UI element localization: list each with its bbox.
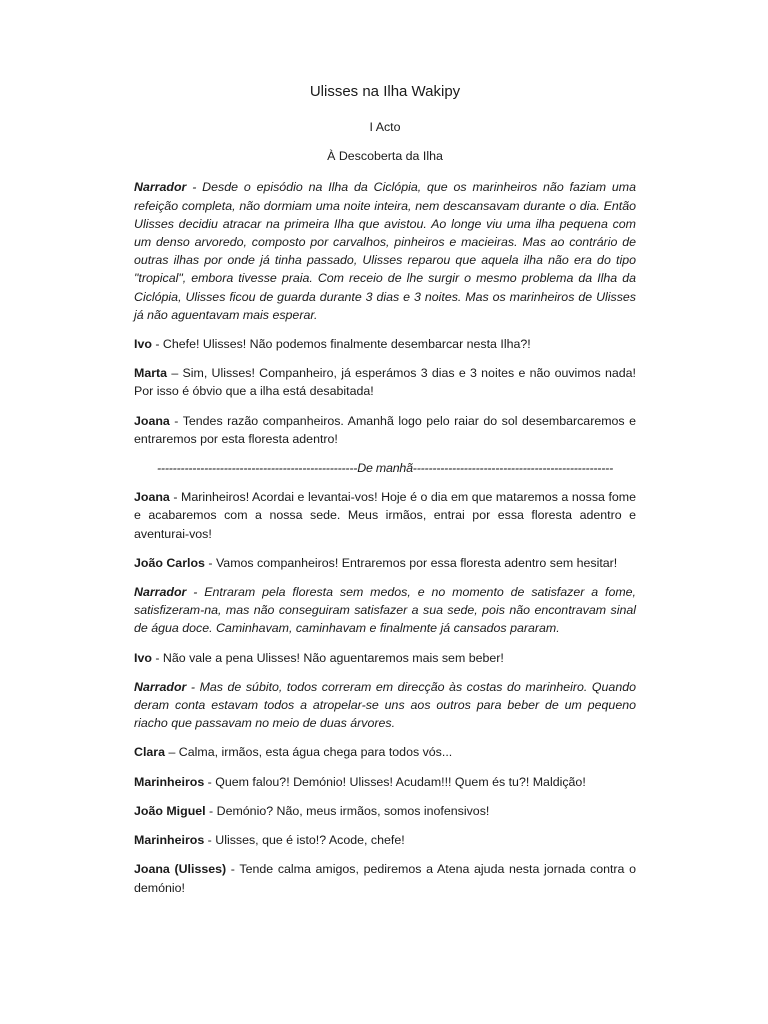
dialogue-text: Não vale a pena Ulisses! Não aguentaremos mais sem beber! — [162, 650, 504, 665]
speaker-name: João Miguel — [134, 803, 206, 818]
document-page — [134, 82, 636, 908]
dialogue-text: Chefe! Ulisses! Não podemos finalmente desembarcar nesta Ilha?! — [162, 337, 531, 352]
dialogue-text: Demónio? Não, meus irmãos, somos inofensivos! — [216, 803, 490, 818]
dialogue-text: Ulisses, que é isto!? Acode, chefe! — [215, 833, 405, 848]
speaker-separator: – — [165, 745, 179, 760]
dialogue-text: Quem falou?! Demónio! Ulisses! Acudam!!! Quem és tu?! Maldição! — [215, 774, 586, 789]
speaker-separator: - — [204, 774, 216, 789]
dialogue-line — [134, 488, 636, 543]
dialogue-line — [134, 802, 636, 820]
dialogue-line — [134, 773, 636, 791]
dialogue-line — [134, 860, 636, 896]
scene-heading: À Descoberta da Ilha — [327, 149, 443, 164]
speaker-separator: - — [186, 679, 200, 694]
speaker-name: Narrador — [134, 679, 187, 694]
dialogue-line — [134, 678, 636, 733]
speaker-name: João Carlos — [134, 555, 205, 570]
speaker-name: Ivo — [134, 337, 152, 352]
time-separator — [134, 459, 636, 477]
speaker-separator: - — [169, 413, 183, 428]
dialogue-text: Sim, Ulisses! Companheiro, já esperámos 3 dias e 3 noites e não ouvimos nada! Por isso é óbvio que a ilha está desabitada! — [134, 366, 636, 399]
dialogue-line — [134, 743, 636, 761]
speaker-name: Marta — [134, 366, 168, 381]
speaker-separator: - — [186, 585, 205, 600]
speaker-name: Ivo — [134, 650, 152, 665]
speaker-separator: – — [167, 366, 183, 381]
act-heading: I Acto — [369, 120, 401, 134]
speaker-name: Marinheiros — [134, 774, 205, 789]
dialogue-line — [134, 412, 636, 448]
speaker-separator: - — [204, 555, 216, 570]
dialogue-line — [134, 364, 636, 400]
dialogue-text: Calma, irmãos, esta água chega para todos vós... — [178, 745, 453, 760]
dialogue-line — [134, 554, 636, 572]
separator-text: ---------------------------------------------------De manhã--------------------------------------------------- — [156, 461, 614, 476]
speaker-separator: - — [169, 490, 181, 505]
speaker-name: Joana (Ulisses) — [134, 862, 227, 877]
dialogue-line — [134, 335, 636, 353]
document-title: Ulisses na Ilha Wakipy — [309, 83, 461, 100]
dialogue-text: Marinheiros! Acordai e levantai-vos! Hoje é o dia em que mataremos a nossa fome e acabaremos com a nossa sede. Meus irmãos, entrai por essa floresta adentro e aventurai-vos! — [134, 490, 636, 541]
speaker-separator: - — [205, 803, 217, 818]
speaker-separator: - — [151, 650, 163, 665]
speaker-name: Joana — [134, 490, 170, 505]
speaker-name: Narrador — [134, 585, 187, 600]
narration-text: Entraram pela floresta sem medos, e no momento de satisfazer a fome, satisfizeram-na, mas não conseguiram satisfazer a sua sede, pois não encontravam sinal de água doce. Caminhavam, caminhavam e finalmente já cansados pararam. — [134, 585, 636, 636]
speaker-name: Marinheiros — [134, 833, 205, 848]
narration-text: Mas de súbito, todos correram em direcção às costas do marinheiro. Quando deram conta estavam todos a atropelar-se uns aos outros para beber de um pequeno riacho que passavam no meio de duas árvores. — [134, 679, 636, 731]
dialogue-text: Tendes razão companheiros. Amanhã logo pelo raiar do sol desembarcaremos e entraremos por esta floresta adentro! — [134, 413, 636, 446]
speaker-separator: - — [151, 337, 163, 352]
dialogue-line — [134, 178, 636, 324]
dialogue-line — [134, 583, 636, 638]
dialogue-line — [134, 649, 636, 667]
dialogue-line — [134, 831, 636, 849]
dialogue-text: Vamos companheiros! Entraremos por essa floresta adentro sem hesitar! — [215, 555, 618, 570]
narration-text: Desde o episódio na Ilha da Ciclópia, que os marinheiros não faziam uma refeição completa, não dormiam uma noite inteira, nem descansavam durante o dia. Então Ulisses decidiu atracar na primeira Ilha que avistou. Ao longe viu uma ilha pequena com um denso arvoredo, composto por carvalhos, pinheiros e macieiras. Mas ao contrário de outras ilhas por onde já tinha passado, Ulisses reparou que aquela ilha não era do tipo "tropical", embora tivesse praia. Com receio de lhe surgir o mesmo problema da Ilha da Ciclópia, Ulisses ficou de guarda durante 3 dias e 3 noites. Mas os marinheiros de Ulisses já não aguentavam mais esperar. — [134, 180, 637, 322]
speaker-name: Joana — [134, 413, 170, 428]
speaker-separator: - — [226, 862, 240, 877]
speaker-separator: - — [204, 833, 216, 848]
dialogue-text: Tende calma amigos, pediremos a Atena ajuda nesta jornada contra o demónio! — [134, 862, 637, 895]
speaker-name: Narrador — [134, 180, 187, 195]
speaker-separator: - — [186, 180, 203, 195]
speaker-name: Clara — [134, 745, 165, 760]
